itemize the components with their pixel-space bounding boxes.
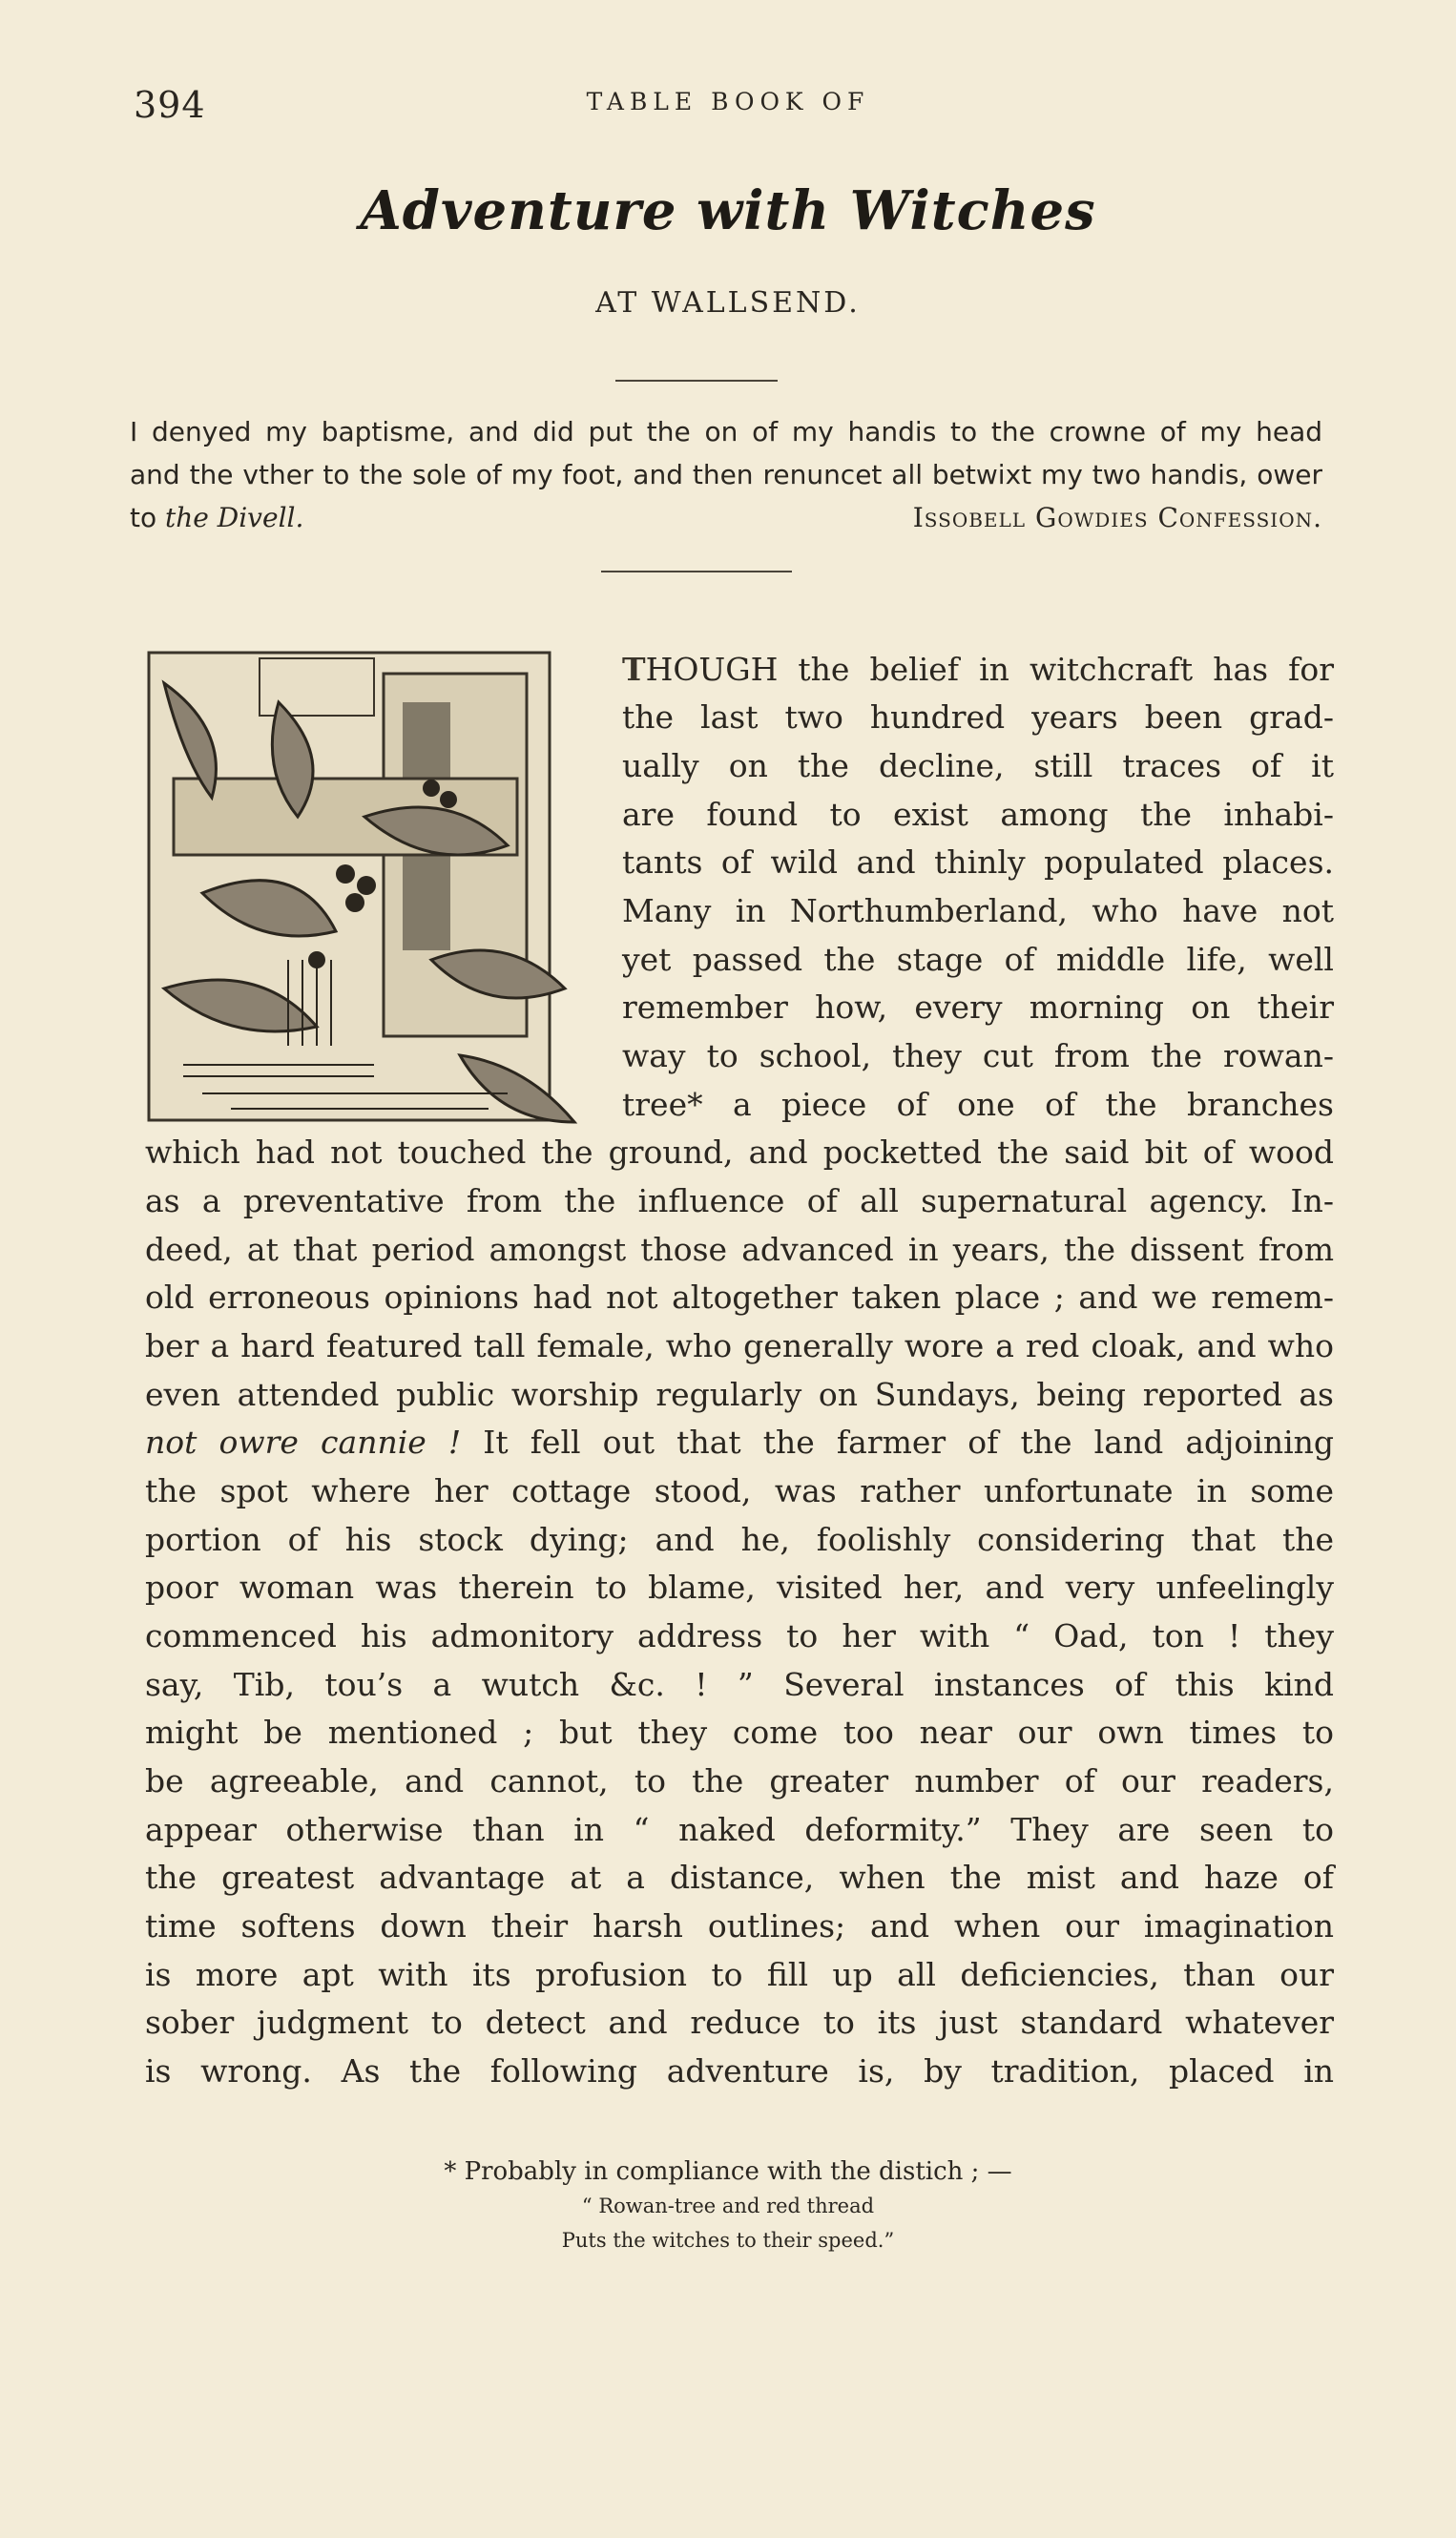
body-line: which had not touched the ground, and pocketted the said bit of wood [145, 1134, 1334, 1171]
chapter-title: Adventure with Witches [360, 179, 1096, 242]
epigraph-last-line [130, 496, 1322, 539]
epigraph-line: I denyed my baptisme, and did put the on of my handis to the crowne of my head [130, 416, 1322, 447]
body-line: deed, at that period amongst those advanced in years, the dissent from [145, 1231, 1334, 1268]
drop-cap-letter: T [622, 651, 646, 688]
body-line: even attended public worship regularly on Sundays, being reported as [145, 1376, 1334, 1413]
body-line: as a preventative from the influence of all supernatural agency. In- [145, 1182, 1334, 1219]
epigraph-divider [601, 571, 792, 572]
body-line: might be mentioned ; but they come too near our own times to [145, 1714, 1334, 1751]
body-line: commenced his admonitory address to her with “ Oad, ton ! they [145, 1617, 1334, 1654]
epigraph-attribution: Issobell Gowdies Confession. [912, 502, 1322, 533]
body-italic-phrase: not owre cannie ! [145, 1424, 462, 1461]
body-line: appear otherwise than in “ naked deformity.” They are seen to [145, 1811, 1334, 1848]
body-line: tants of wild and thinly populated places. [622, 843, 1334, 881]
decorative-initial-illustration [145, 645, 603, 1139]
body-line: remember how, every morning on their [622, 988, 1334, 1026]
ornamental-t-icon [145, 645, 603, 1139]
body-line-text: HOUGH the belief in witchcraft has for [645, 651, 1334, 688]
body-line: portion of his stock dying; and he, foolishly considering that the [145, 1521, 1334, 1558]
body-line: old erroneous opinions had not altogether taken place ; and we remem- [145, 1279, 1334, 1316]
body-line: the greatest advantage at a distance, when the mist and haze of [145, 1859, 1334, 1896]
footnote-verse-line: Puts the witches to their speed.” [561, 2229, 895, 2252]
body-line: be agreeable, and cannot, to the greater number of our readers, [145, 1762, 1334, 1799]
title-divider [615, 380, 778, 382]
body-line: way to school, they cut from the rowan- [622, 1037, 1334, 1074]
epigraph-prefix: to [130, 502, 157, 533]
epigraph-line: and the vther to the sole of my foot, and then renuncet all betwixt my two handis, ower [130, 459, 1322, 490]
body-line: sober judgment to detect and reduce to its just standard whatever [145, 2004, 1334, 2041]
body-line: is wrong. As the following adventure is, by tradition, placed in [145, 2052, 1334, 2090]
epigraph-italic: the Divell. [165, 502, 304, 533]
running-head: TABLE BOOK OF [586, 88, 870, 115]
body-line: poor woman was therein to blame, visited her, and very unfeelingly [145, 1569, 1334, 1606]
body-line: is more apt with its profusion to fill up all deficiencies, than our [145, 1956, 1334, 1993]
epigraph-line [130, 496, 303, 539]
body-line: tree* a piece of one of the branches [622, 1086, 1334, 1123]
body-line: time softens down their harsh outlines; and when our imagination [145, 1907, 1334, 1945]
body-line: Many in Northumberland, who have not [622, 892, 1334, 929]
body-line: are found to exist among the inhabi- [622, 796, 1334, 833]
page-number: 394 [134, 84, 206, 126]
epigraph [130, 410, 1322, 539]
body-line: the spot where her cottage stood, was rather unfortunate in some [145, 1472, 1334, 1509]
footnote [0, 2154, 1456, 2257]
body-line: say, Tib, tou’s a wutch &c. ! ” Several instances of this kind [145, 1666, 1334, 1703]
body-line: the last two hundred years been grad- [622, 698, 1334, 736]
chapter-subtitle: AT WALLSEND. [595, 286, 861, 320]
footnote-line: * Probably in compliance with the distich ; — [444, 2157, 1012, 2186]
body-line: ually on the decline, still traces of it [622, 747, 1334, 784]
body-line: yet passed the stage of middle life, well [622, 941, 1334, 978]
body-line [145, 1424, 1334, 1461]
body-line-text: It fell out that the farmer of the land adjoining [483, 1424, 1335, 1461]
footnote-verse-line: “ Rowan-tree and red thread [581, 2195, 875, 2217]
body-line [622, 651, 1334, 688]
body-line: ber a hard featured tall female, who generally wore a red cloak, and who [145, 1327, 1334, 1364]
